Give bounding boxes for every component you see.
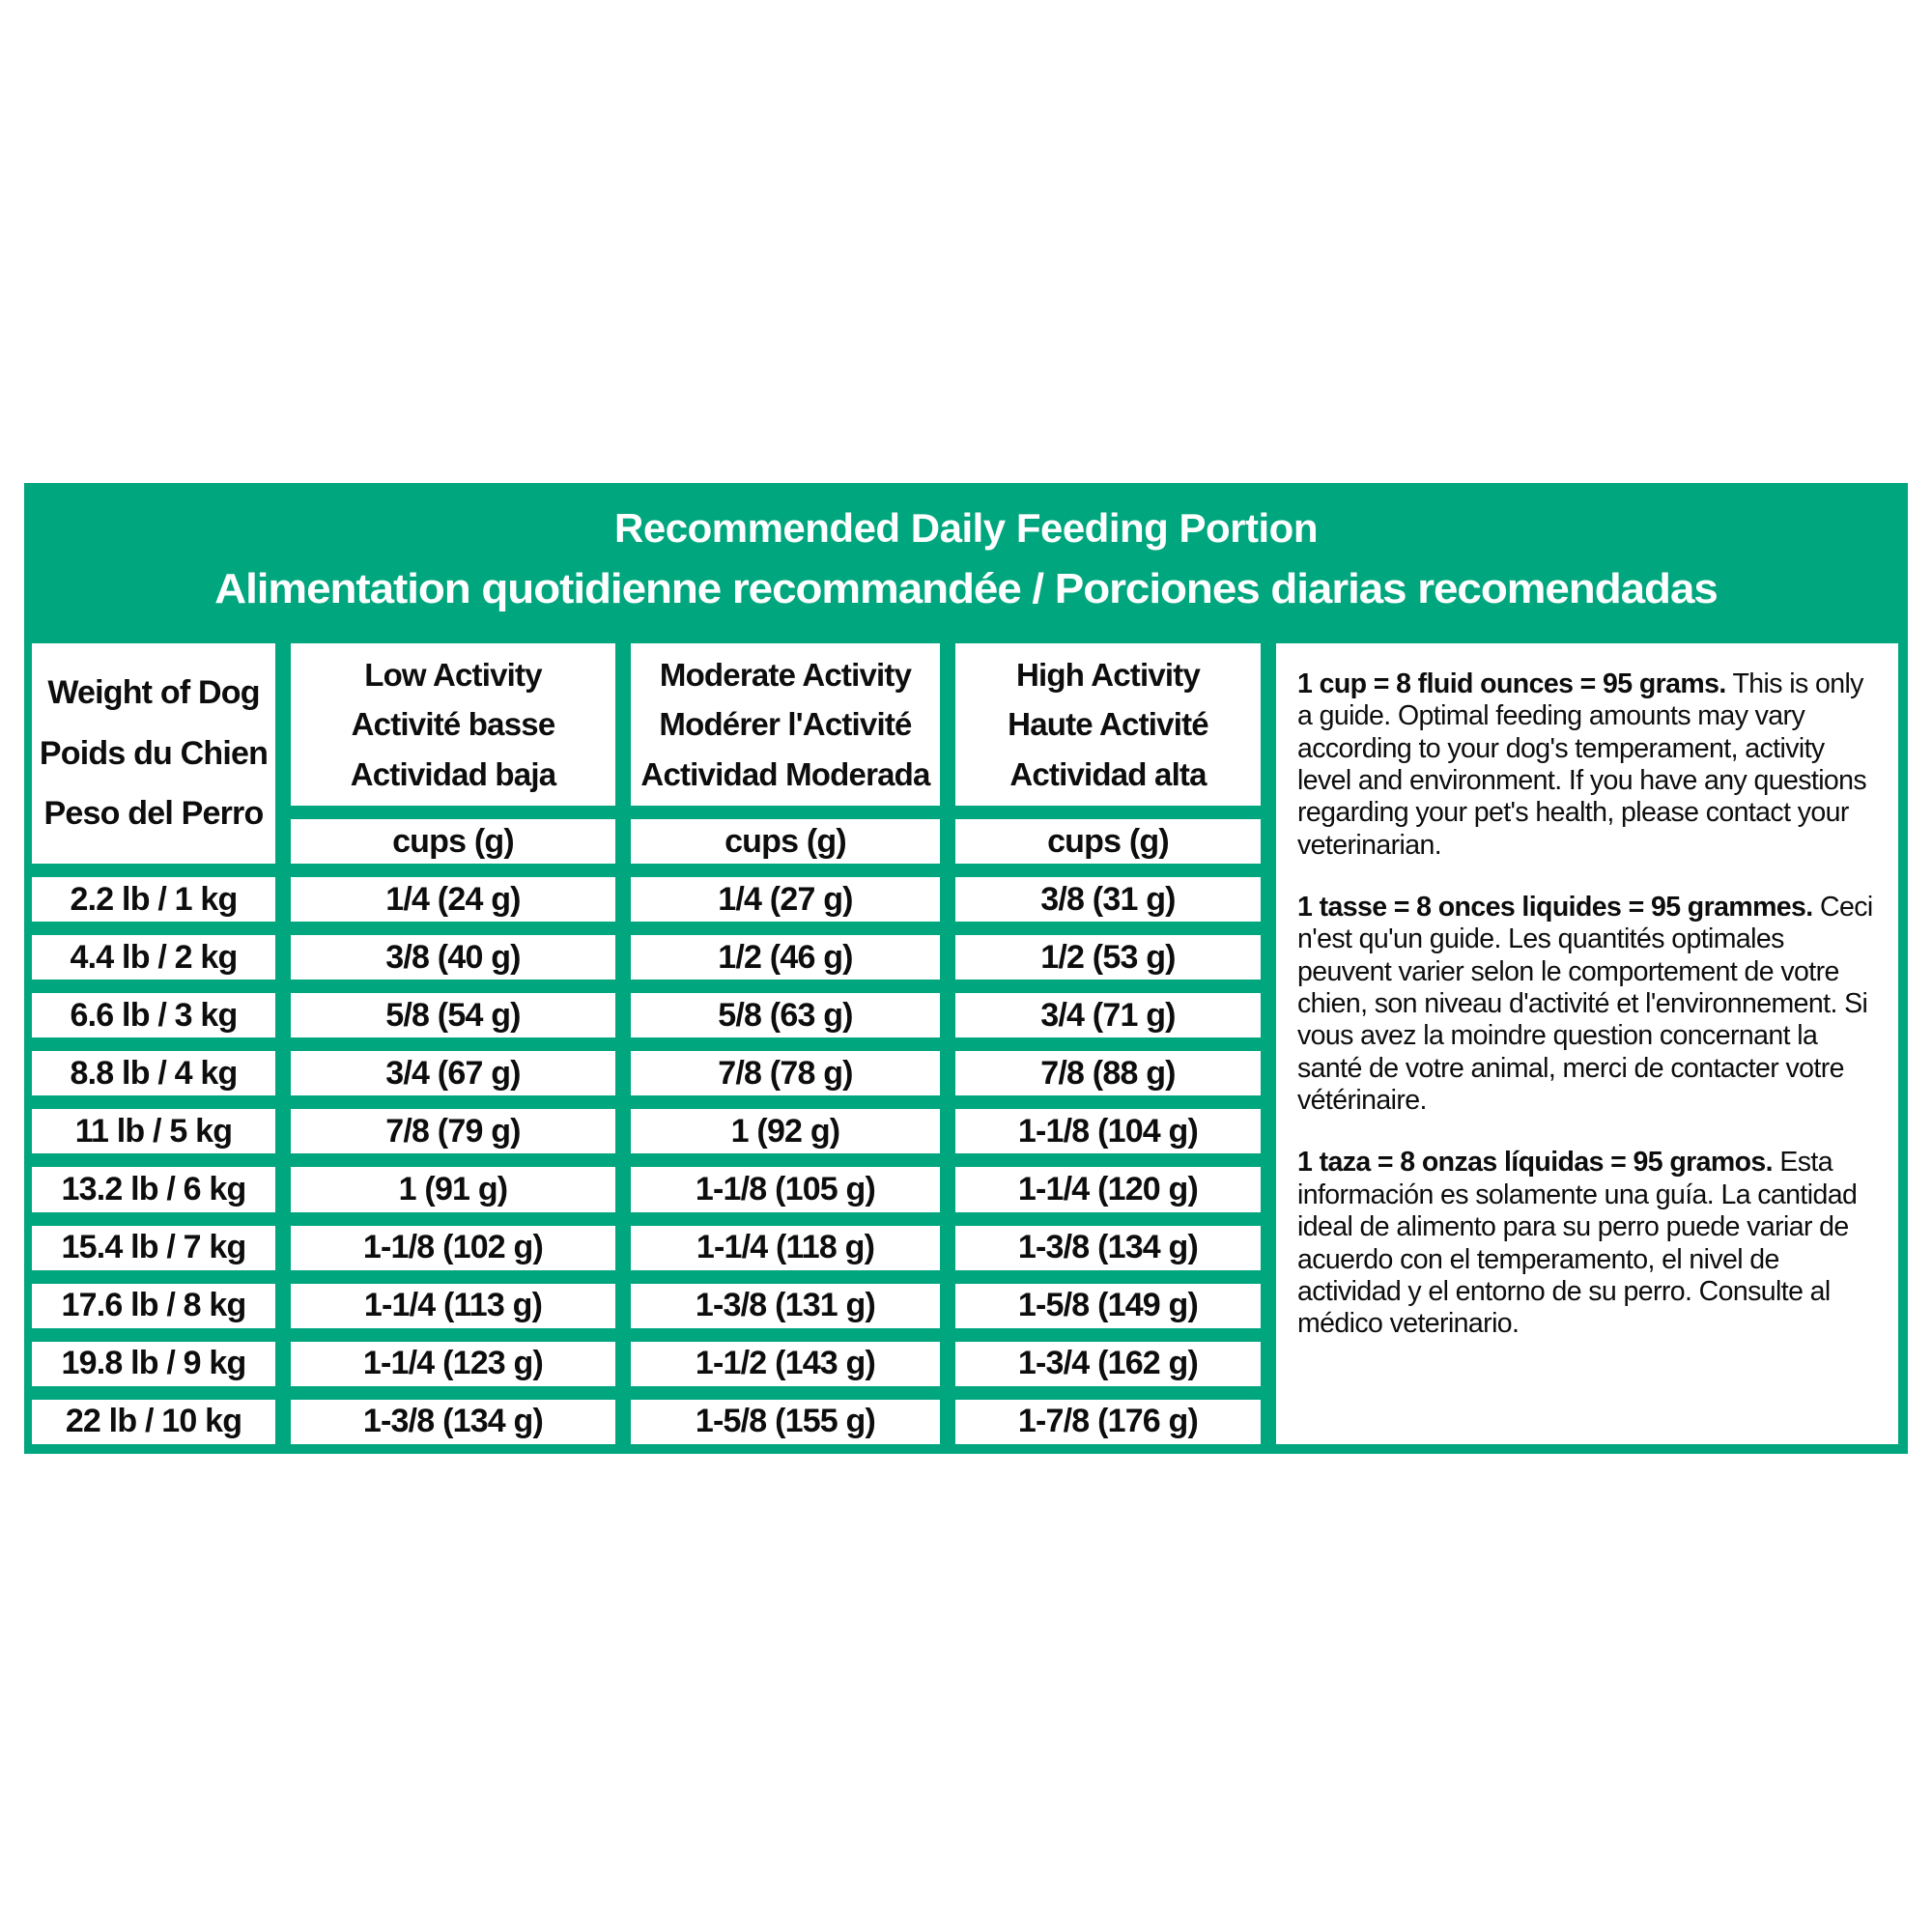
moderate-activity-unit: cups (g) <box>631 819 940 864</box>
low-cell: 3/8 (40 g) <box>291 935 615 980</box>
high-cell: 3/8 (31 g) <box>955 877 1261 922</box>
high-cell: 1-3/8 (134 g) <box>955 1226 1261 1270</box>
weight-cell: 19.8 lb / 9 kg <box>32 1342 275 1386</box>
title-english: Recommended Daily Feeding Portion <box>614 505 1318 551</box>
weight-column-header <box>32 643 275 864</box>
feeding-notes-panel <box>1276 643 1898 1444</box>
low-cell: 1/4 (24 g) <box>291 877 615 922</box>
feeding-guide-panel <box>24 483 1908 1454</box>
low-activity-en: Low Activity <box>364 657 542 694</box>
low-cell: 1-3/8 (134 g) <box>291 1400 615 1444</box>
note-french-lead: 1 tasse = 8 onces liquides = 95 grammes. <box>1297 892 1813 923</box>
low-cell: 1-1/4 (113 g) <box>291 1284 615 1328</box>
weight-cell: 4.4 lb / 2 kg <box>32 935 275 980</box>
note-french-body: Ceci n'est qu'un guide. Les quantités optimales peuvent varier selon le comportement de votre chien, son niveau d'activité et l'environnement. Si vous avez la moindre question concernant la santé de votre animal, merci de contacter votre vétérinaire. <box>1297 892 1873 1117</box>
high-activity-en: High Activity <box>1015 657 1201 694</box>
weight-header-en: Weight of Dog <box>47 673 260 711</box>
low-cell: 5/8 (54 g) <box>291 993 615 1037</box>
moderate-cell: 1 (92 g) <box>631 1109 940 1153</box>
weight-cell: 8.8 lb / 4 kg <box>32 1051 275 1095</box>
note-spanish <box>1297 1147 1873 1340</box>
note-spanish-body: Esta información es solamente una guía. La cantidad ideal de alimento para su perro puede variar de acuerdo con el temperamento, el nivel de actividad y el entorno de su perro. Consulte al médico veterinario. <box>1297 1147 1858 1340</box>
title-band <box>24 483 1908 636</box>
moderate-cell: 1/4 (27 g) <box>631 877 940 922</box>
moderate-cell: 1-1/4 (118 g) <box>631 1226 940 1270</box>
weight-cell: 17.6 lb / 8 kg <box>32 1284 275 1328</box>
note-english-body: This is only a guide. Optimal feeding amounts may vary according to your dog's temperament, activity level and environment. If you have any questions regarding your pet's health, please contact your veterinarian. <box>1297 668 1867 861</box>
note-french <box>1297 892 1873 1117</box>
high-cell: 1-5/8 (149 g) <box>955 1284 1261 1328</box>
weight-header-fr: Poids du Chien <box>39 734 269 772</box>
weight-cell: 22 lb / 10 kg <box>32 1400 275 1444</box>
high-cell: 3/4 (71 g) <box>955 993 1261 1037</box>
moderate-cell: 7/8 (78 g) <box>631 1051 940 1095</box>
weight-cell: 2.2 lb / 1 kg <box>32 877 275 922</box>
high-cell: 7/8 (88 g) <box>955 1051 1261 1095</box>
weight-cell: 13.2 lb / 6 kg <box>32 1167 275 1211</box>
low-cell: 1-1/4 (123 g) <box>291 1342 615 1386</box>
title-french-spanish: Alimentation quotidienne recommandée / Porciones diarias recomendadas <box>214 565 1718 612</box>
low-cell: 1-1/8 (102 g) <box>291 1226 615 1270</box>
low-cell: 7/8 (79 g) <box>291 1109 615 1153</box>
moderate-activity-es: Actividad Moderada <box>640 755 930 792</box>
high-cell: 1-7/8 (176 g) <box>955 1400 1261 1444</box>
low-activity-fr: Activité basse <box>351 706 555 743</box>
moderate-activity-en: Moderate Activity <box>659 657 912 694</box>
moderate-cell: 1-5/8 (155 g) <box>631 1400 940 1444</box>
high-activity-fr: Haute Activité <box>1008 706 1208 743</box>
weight-cell: 15.4 lb / 7 kg <box>32 1226 275 1270</box>
feeding-table <box>24 636 1908 1454</box>
moderate-activity-header <box>631 643 940 806</box>
moderate-cell: 5/8 (63 g) <box>631 993 940 1037</box>
moderate-cell: 1-1/2 (143 g) <box>631 1342 940 1386</box>
low-activity-unit: cups (g) <box>291 819 615 864</box>
low-activity-es: Actividad baja <box>350 755 556 792</box>
weight-cell: 11 lb / 5 kg <box>32 1109 275 1153</box>
high-cell: 1-1/4 (120 g) <box>955 1167 1261 1211</box>
moderate-cell: 1-1/8 (105 g) <box>631 1167 940 1211</box>
high-cell: 1-1/8 (104 g) <box>955 1109 1261 1153</box>
high-cell: 1/2 (53 g) <box>955 935 1261 980</box>
note-english <box>1297 668 1873 862</box>
high-activity-unit: cups (g) <box>955 819 1261 864</box>
high-cell: 1-3/4 (162 g) <box>955 1342 1261 1386</box>
note-spanish-lead: 1 taza = 8 onzas líquidas = 95 gramos. <box>1297 1147 1773 1179</box>
high-activity-header <box>955 643 1261 806</box>
moderate-activity-fr: Modérer l'Activité <box>659 706 912 743</box>
note-english-lead: 1 cup = 8 fluid ounces = 95 grams. <box>1297 668 1726 699</box>
high-activity-es: Actividad alta <box>1009 755 1207 792</box>
moderate-cell: 1/2 (46 g) <box>631 935 940 980</box>
low-cell: 1 (91 g) <box>291 1167 615 1211</box>
weight-cell: 6.6 lb / 3 kg <box>32 993 275 1037</box>
moderate-cell: 1-3/8 (131 g) <box>631 1284 940 1328</box>
low-cell: 3/4 (67 g) <box>291 1051 615 1095</box>
low-activity-header <box>291 643 615 806</box>
weight-header-es: Peso del Perro <box>43 795 264 833</box>
